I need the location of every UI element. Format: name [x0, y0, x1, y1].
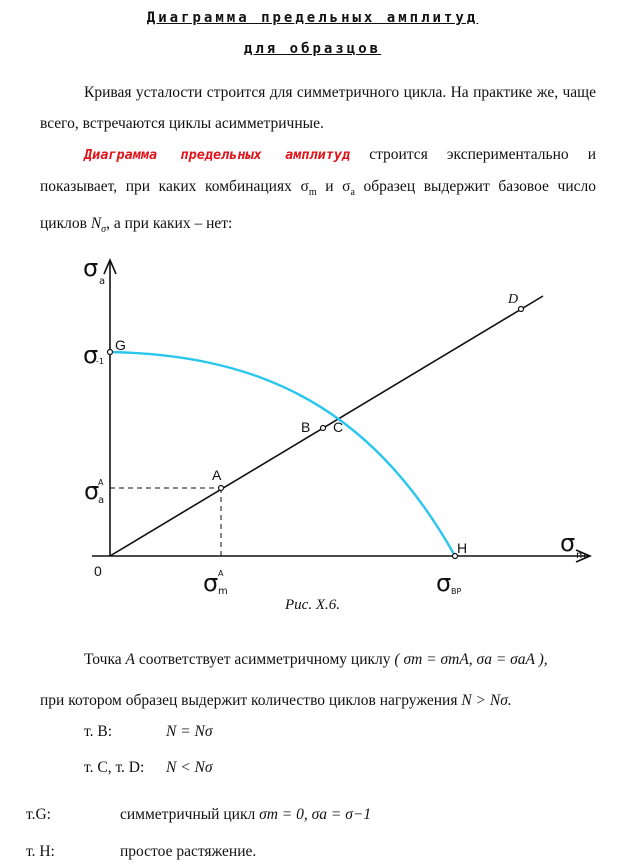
point-d-label: D [508, 292, 519, 307]
point-a-description-line2: при котором образец выдержит количество циклов нагружения N > Nσ. [40, 692, 512, 709]
point-a-formula: ( σm = σmA, σa = σaA ), [394, 651, 548, 668]
row-b-label: т. B: [84, 723, 113, 740]
y-tick-sigma-a-A-sup: A [98, 478, 104, 487]
point-a-marker [219, 486, 224, 491]
row-g-label: т.G: [26, 806, 51, 823]
figure-caption: Рис. X.6. [285, 597, 340, 613]
row-cd-label: т. C, т. D: [84, 759, 145, 776]
point-g-label: G [115, 337, 126, 353]
row-cd-formula: N < Nσ [166, 759, 213, 776]
x-tick-sigma-m-A: σ [203, 569, 219, 597]
origin-label: 0 [94, 563, 102, 579]
y-axis-label: σ [83, 254, 99, 282]
point-b-label: B [301, 419, 311, 435]
y-tick-sigma-a-A: σ [84, 477, 100, 505]
row-h-label: т. H: [26, 843, 55, 860]
y-tick-sigma-a-A-sub: a [98, 495, 105, 506]
x-tick-sigma-m-A-sup: A [218, 569, 224, 578]
x-tick-sigma-bp-sub: BP [451, 587, 462, 596]
row-b-formula: N = Nσ [166, 723, 213, 740]
point-d-marker [519, 307, 524, 312]
x-axis-sub: m [576, 550, 586, 561]
page-subtitle: для образцов [243, 41, 382, 57]
y-tick-sigma-minus1: σ [83, 341, 99, 369]
y-tick-sigma-minus1-sub: -1 [96, 357, 104, 366]
page-title: Диаграмма предельных амплитуд [146, 10, 479, 26]
ray-line [110, 296, 543, 556]
point-h-label: H [457, 540, 468, 556]
x-axis-label: σ [560, 529, 576, 557]
point-c-label: C [333, 419, 344, 435]
intro-paragraph-2: Диаграмма предельных амплитуд строится экспериментально и показывает, при каких комбинациях $\sigma_m$ и $\sigma_a$ образец выдержит базовое число циклов $N_\sigma$, а при каких – нет: [40, 146, 596, 236]
x-tick-sigma-bp: σ [436, 569, 452, 597]
row-g-text: симметричный цикл σm = 0, σa = σ−1 [120, 806, 372, 823]
point-a-description: Точка A соответствует асимметричному циклу ( σm = σmA, σa = σaA ), [84, 651, 548, 668]
intro-paragraph-1: Кривая усталости строится для симметричного цикла. На практике же, чаще всего, встречаются циклы асимметричные. [40, 84, 596, 132]
point-a-label: A [212, 467, 222, 483]
row-h-text: простое растяжение. [120, 843, 257, 860]
point-g-marker [108, 350, 113, 355]
x-tick-sigma-m-A-sub: m [218, 586, 228, 597]
highlight-term: Диаграмма предельных амплитуд [84, 147, 351, 163]
y-axis-sub: a [99, 276, 106, 287]
point-bc-marker [321, 426, 326, 431]
row-g-formula: σm = 0, σa = σ−1 [259, 806, 372, 823]
